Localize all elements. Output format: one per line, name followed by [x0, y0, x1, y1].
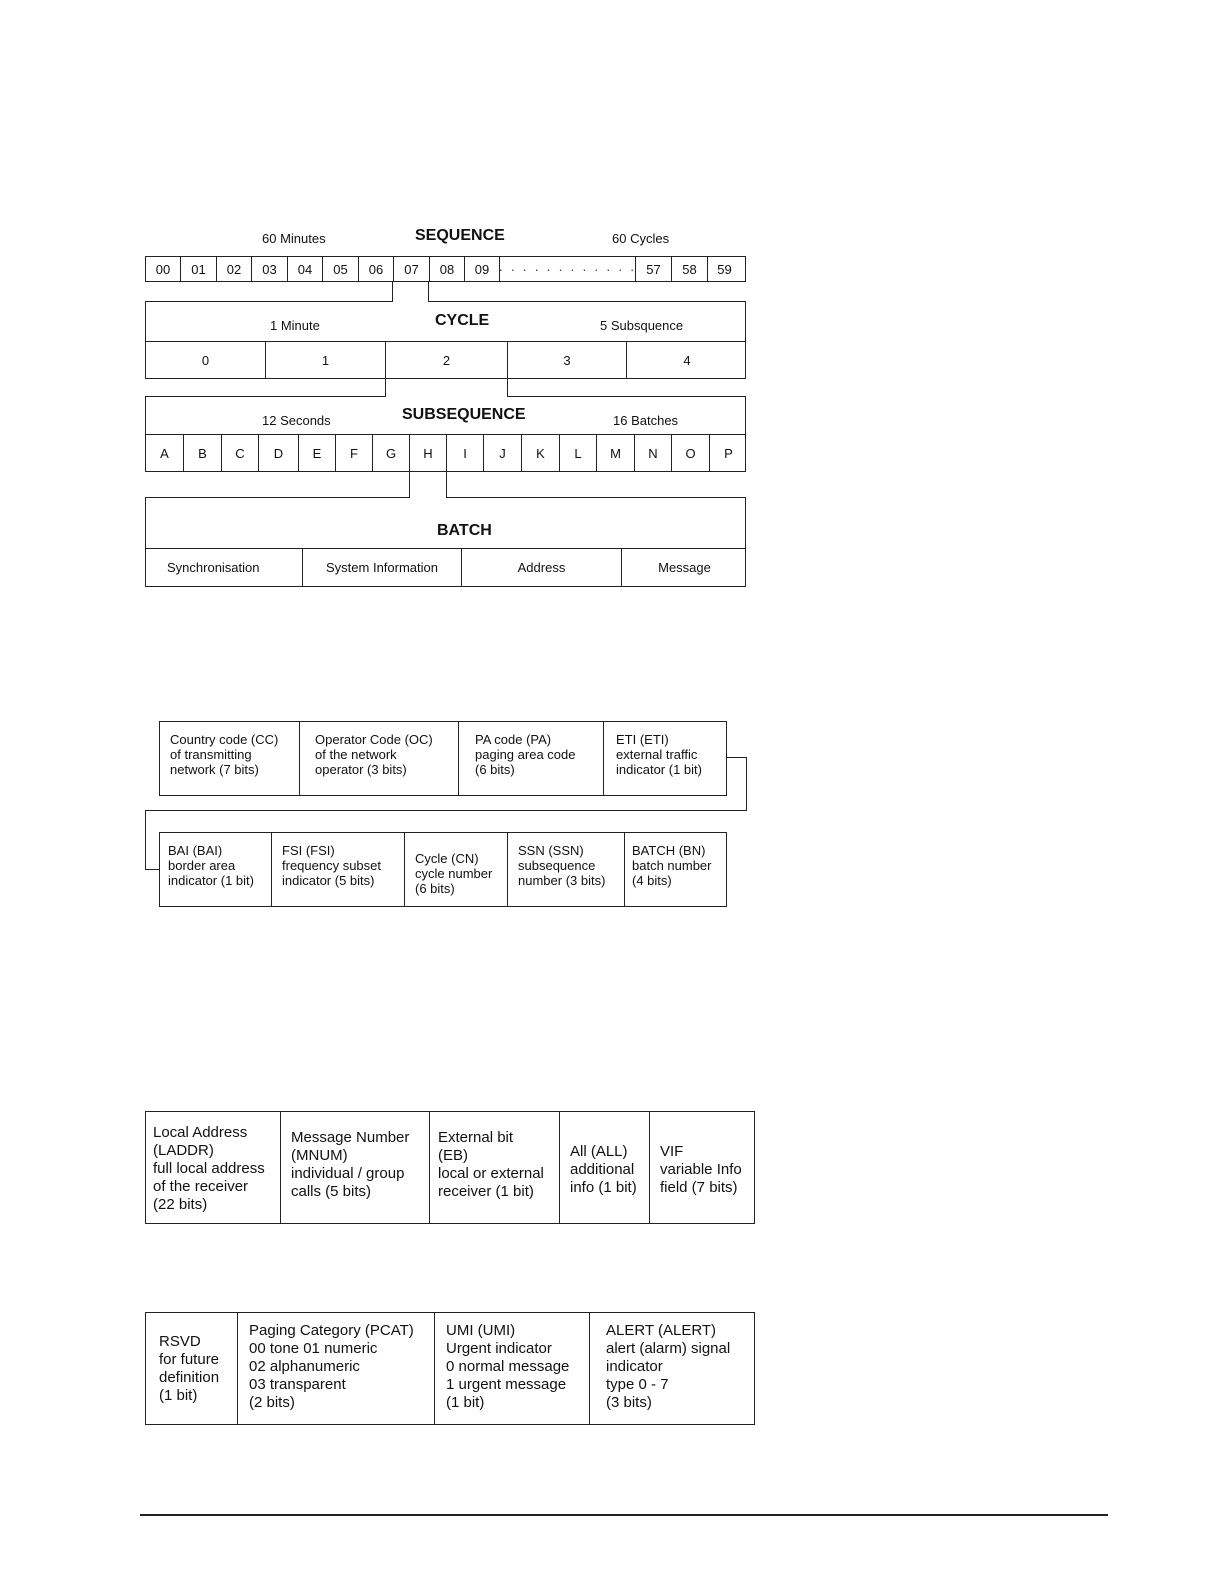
address-fields — [145, 1111, 755, 1224]
connector-line — [145, 810, 747, 811]
cycle-title: CYCLE — [435, 312, 490, 329]
sequence-cell: 06 — [359, 257, 394, 281]
sequence-ellipsis: · · · · · · · · · · · · — [500, 257, 636, 281]
connector-line — [428, 282, 429, 302]
batch-title: BATCH — [437, 522, 492, 539]
connector-line — [507, 379, 508, 397]
subsequence-cell: O — [672, 435, 710, 471]
sequence-cell: 09 — [465, 257, 500, 281]
sequence-cell: 03 — [252, 257, 288, 281]
subsequence-cell: G — [373, 435, 410, 471]
field-operator-code: Operator Code (OC) of the network operator (3 bits) — [300, 722, 459, 795]
cycle-cell: 1 — [266, 342, 386, 378]
field-vif: VIF variable Info field (7 bits) — [660, 1143, 742, 1196]
sequence-cell: 01 — [181, 257, 217, 281]
field-eti: ETI (ETI) external traffic indicator (1 bit) — [616, 732, 702, 777]
field-batch-number: BATCH (BN) batch number (4 bits) — [632, 843, 712, 888]
batch-cell-message: Message — [658, 560, 711, 575]
field-cycle-number: Cycle (CN) cycle number (6 bits) — [405, 833, 508, 906]
cycle-cell: 2 — [386, 342, 508, 378]
sequence-cell: 07 — [394, 257, 430, 281]
sequence-cell: 59 — [717, 261, 732, 277]
subsequence-cell: H — [410, 435, 447, 471]
field-umi: UMI (UMI) Urgent indicator 0 normal message 1 urgent message (1 bit) — [435, 1313, 590, 1424]
subsequence-cell: F — [336, 435, 373, 471]
subsequence-cell: L — [560, 435, 597, 471]
batch-cell-system-information: System Information — [303, 549, 462, 586]
field-pa-code: PA code (PA) paging area code (6 bits) — [459, 722, 604, 795]
sequence-left-label: 60 Minutes — [262, 231, 326, 246]
sequence-right-label: 60 Cycles — [612, 231, 670, 246]
sequence-cell: 58 — [672, 257, 708, 281]
cycle-cell: 4 — [683, 352, 691, 368]
sequence-cell: 04 — [288, 257, 323, 281]
field-all: All (ALL) additional info (1 bit) — [560, 1112, 650, 1223]
subsequence-cell: I — [447, 435, 484, 471]
cycle-cells — [145, 341, 746, 379]
cycle-cell: 3 — [508, 342, 627, 378]
sequence-cell: 08 — [430, 257, 465, 281]
subsequence-title: SUBSEQUENCE — [402, 406, 526, 423]
system-info-row-2 — [159, 832, 727, 907]
field-rsvd: RSVD for future definition (1 bit) — [146, 1313, 238, 1424]
connector-line — [446, 472, 447, 498]
subsequence-cell: D — [259, 435, 299, 471]
subsequence-left-label: 12 Seconds — [262, 413, 331, 428]
connector-gap — [393, 301, 428, 303]
cycle-right-label: 5 Subsquence — [600, 318, 684, 333]
field-external-bit: External bit (EB) local or external receiver (1 bit) — [430, 1112, 560, 1223]
subsequence-cell: M — [597, 435, 635, 471]
vif-fields — [145, 1312, 755, 1425]
subsequence-cell: K — [522, 435, 560, 471]
sequence-cell: 02 — [217, 257, 252, 281]
subsequence-cell: J — [484, 435, 522, 471]
batch-cell-synchronisation: Synchronisation — [146, 549, 303, 586]
subsequence-cell: N — [635, 435, 672, 471]
system-info-row-1 — [159, 721, 727, 796]
connector-line — [145, 869, 160, 870]
subsequence-cell: B — [184, 435, 222, 471]
field-country-code: Country code (CC) of transmitting network (7 bits) — [160, 722, 300, 795]
sequence-title: SEQUENCE — [415, 227, 505, 244]
field-alert: ALERT (ALERT) alert (alarm) signal indicator type 0 - 7 (3 bits) — [606, 1322, 731, 1411]
batch-cell-address: Address — [462, 549, 622, 586]
connector-gap — [410, 497, 446, 499]
cycle-left-label: 1 Minute — [270, 318, 320, 333]
subsequence-cell: C — [222, 435, 259, 471]
batch-cells — [145, 548, 746, 587]
subsequence-cell: A — [146, 435, 184, 471]
subsequence-cell: E — [299, 435, 336, 471]
field-bai: BAI (BAI) border area indicator (1 bit) — [160, 833, 272, 906]
connector-line — [392, 282, 393, 302]
subsequence-cell: P — [724, 445, 733, 461]
field-paging-category: Paging Category (PCAT) 00 tone 01 numeric 02 alphanumeric 03 transparent (2 bits) — [238, 1313, 435, 1424]
sequence-cell: 05 — [323, 257, 359, 281]
connector-line — [145, 810, 146, 870]
cycle-cell: 0 — [146, 342, 266, 378]
connector-line — [746, 757, 747, 811]
field-local-address: Local Address (LADDR) full local address of the receiver (22 bits) — [146, 1112, 281, 1223]
sequence-cell: 00 — [146, 257, 181, 281]
subsequence-right-label: 16 Batches — [613, 413, 679, 428]
field-message-number: Message Number (MNUM) individual / group calls (5 bits) — [281, 1112, 430, 1223]
connector-line — [727, 757, 747, 758]
field-fsi: FSI (FSI) frequency subset indicator (5 bits) — [272, 833, 405, 906]
subsequence-cells — [145, 434, 746, 472]
footer-rule — [140, 1514, 1108, 1516]
connector-line — [409, 472, 410, 497]
connector-gap — [386, 396, 507, 398]
sequence-cell: 57 — [636, 257, 672, 281]
connector-line — [385, 379, 386, 397]
sequence-cells — [145, 256, 746, 282]
field-ssn: SSN (SSN) subsequence number (3 bits) — [508, 833, 625, 906]
